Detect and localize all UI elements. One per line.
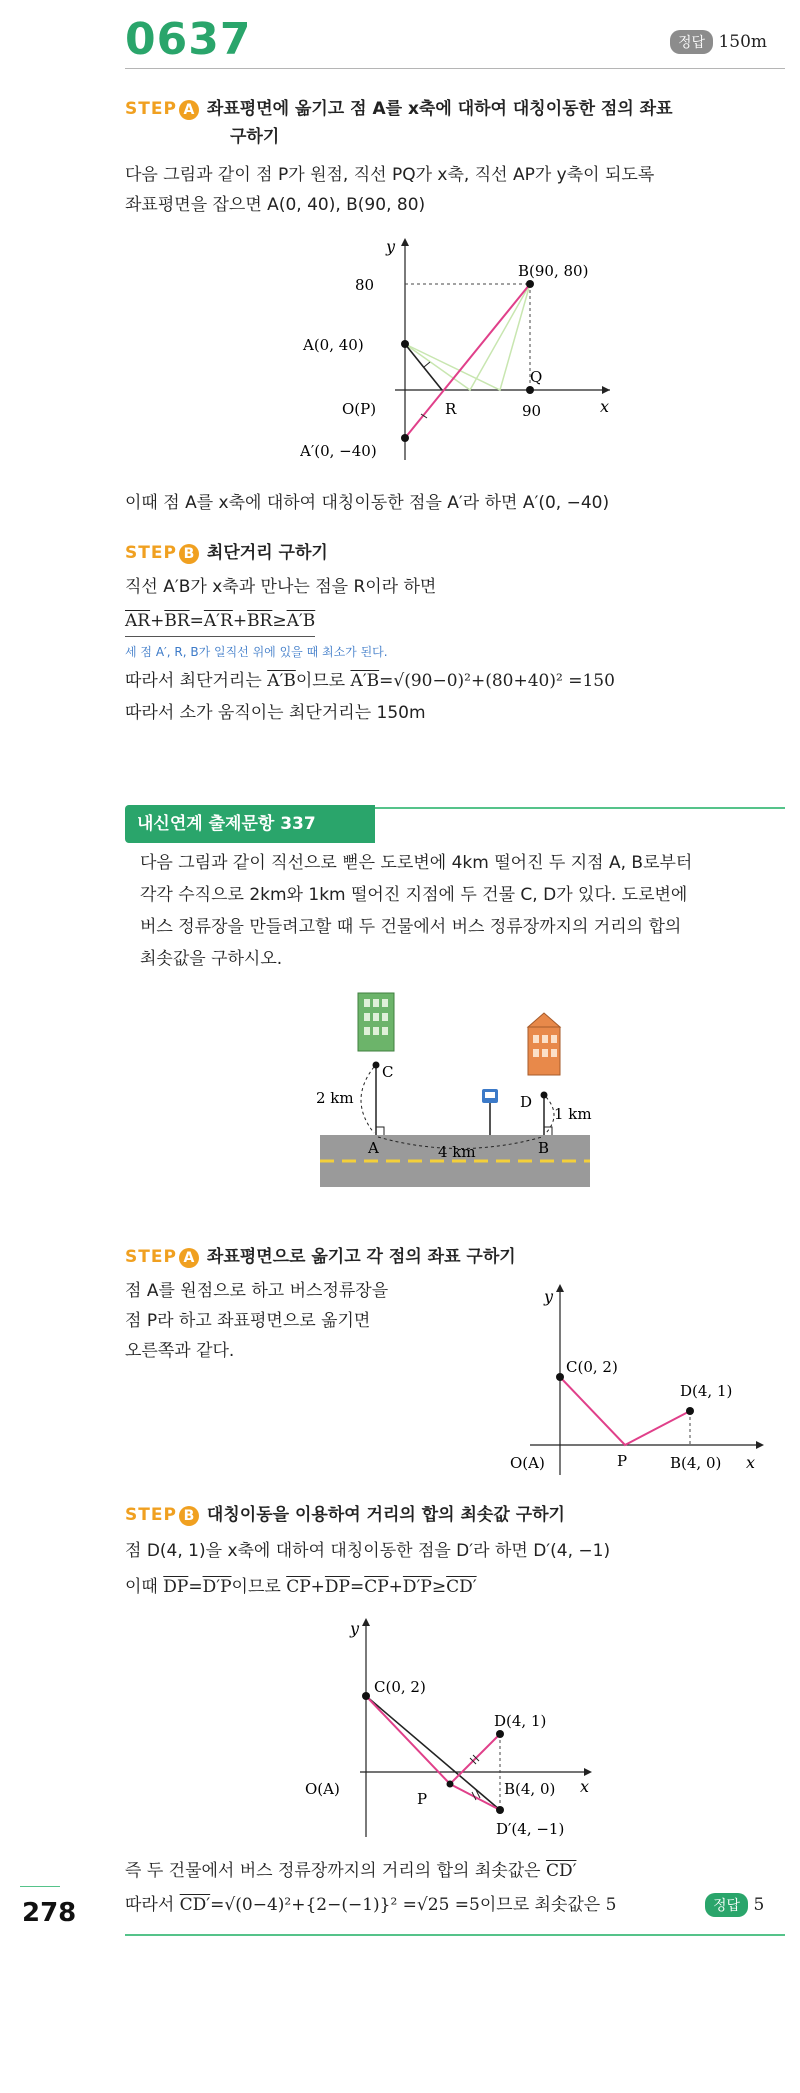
final-answer-box	[705, 1893, 764, 1917]
step-title: 최단거리 구하기	[206, 543, 328, 563]
label-o: O(A)	[305, 1780, 340, 1798]
step-b2-line1: 점 D(4, 1)을 x축에 대하여 대칭이동한 점을 D′라 하면 D′(4, −1)	[125, 1541, 611, 1561]
label-a-prime: A′(0, −40)	[300, 442, 377, 460]
segment-br-label: $\overline{BR}$	[164, 611, 190, 631]
label-b: B(4, 0)	[504, 1780, 556, 1798]
footer-divider	[125, 1934, 785, 1936]
x-label: x	[600, 397, 610, 416]
step-a2-text-1: 점 A를 원점으로 하고 버스정류장을	[125, 1281, 389, 1301]
linked-divider	[375, 807, 785, 809]
text-fragment: 이므로	[231, 1577, 287, 1597]
y-label: y	[386, 237, 396, 256]
text-fragment: 이므로	[295, 671, 351, 691]
text-fragment: 따라서	[125, 1895, 180, 1915]
equals-sign: =	[188, 1577, 203, 1597]
bus-stop-icon	[482, 1089, 498, 1135]
segment-a-prime-r-label: A′R	[203, 611, 233, 631]
dist-2km: 2 km	[316, 1089, 354, 1107]
text-fragment: 즉 두 건물에서 버스 정류장까지의 거리의 합의 최솟값은	[125, 1861, 546, 1881]
segment-br-label: $\overline{BR}$	[247, 611, 273, 631]
step-title: 좌표평면에 옮기고 점 A를 x축에 대하여 대칭이동한 점의 좌표	[206, 99, 673, 119]
step-b1-heading	[125, 538, 328, 564]
segment-label: $\overline{CP}$	[286, 1577, 311, 1597]
segment-a-prime-b-label: A′B	[350, 671, 380, 691]
step-title: 좌표평면으로 옮기고 각 점의 좌표 구하기	[206, 1247, 516, 1267]
y-label: y	[350, 1619, 360, 1638]
segment-label: CD′	[446, 1577, 477, 1597]
step-b1-line3	[125, 666, 615, 696]
page-number-rule	[20, 1886, 60, 1887]
answer-value: 5	[753, 1895, 765, 1915]
step-a2-text-3: 오른쪽과 같다.	[125, 1341, 235, 1361]
label-r: R	[445, 400, 457, 418]
figure-shortest-path-1	[300, 232, 630, 472]
segment-a-prime-b-label: A′B	[267, 671, 296, 691]
step-b1-note: 세 점 A′, R, B가 일직선 위에 있을 때 최소가 된다.	[125, 645, 388, 659]
path-cpd	[560, 1377, 690, 1445]
step-letter: A	[179, 1248, 199, 1268]
step-b1-inequality	[125, 606, 315, 637]
label-d: D	[520, 1093, 533, 1111]
point-b-dot	[526, 280, 534, 288]
step-a1-text-1: 다음 그림과 같이 점 P가 원점, 직선 PQ가 x축, 직선 AP가 y축이 되도록	[125, 165, 655, 185]
plus-sign: +	[232, 611, 248, 631]
step-b1-line4: 따라서 소가 움직이는 최단거리는 150m	[125, 703, 426, 723]
distance-calc: =√(90−0)²+(80+40)² =150	[379, 671, 615, 691]
segment-label: CD′	[179, 1895, 211, 1915]
geq-sign: ≥	[431, 1577, 447, 1597]
figure-coordinate-plane-1	[500, 1280, 770, 1480]
step-a1-text-2: 좌표평면을 잡으면 A(0, 40), B(90, 80)	[125, 195, 426, 215]
step-b1-line1: 직선 A′B가 x축과 만나는 점을 R이라 하면	[125, 577, 437, 597]
dist-1km: 1 km	[554, 1105, 592, 1123]
segment-label: CD′	[545, 1861, 577, 1881]
geq-sign: ≥	[272, 611, 287, 631]
segment-label: $\overline{CP}$	[364, 1577, 389, 1597]
header-divider	[125, 68, 785, 69]
linked-text-3: 버스 정류장을 만들려고할 때 두 건물에서 버스 정류장까지의 거리의 합의	[140, 917, 682, 937]
segment-ar-label: $\overline{AR}$	[125, 611, 151, 631]
label-o: O(A)	[510, 1454, 545, 1472]
plus-sign: +	[150, 611, 165, 631]
label-b: B	[538, 1139, 550, 1157]
distance-calc: =√(0−4)²+{2−(−1)}² =√25 =5이므로 최솟값은 5	[210, 1895, 617, 1915]
label-op: O(P)	[342, 400, 377, 418]
label-b: B(90, 80)	[518, 262, 589, 280]
segment-label: D′P	[402, 1577, 432, 1597]
plus-sign: +	[388, 1577, 403, 1597]
y-label: y	[544, 1287, 554, 1306]
x-label: x	[746, 1453, 756, 1472]
label-p: P	[417, 1790, 428, 1808]
text-fragment: 이때	[125, 1577, 164, 1597]
building-c-icon	[358, 993, 394, 1051]
text-fragment: 따라서 최단거리는	[125, 671, 268, 691]
step-b2-heading	[125, 1500, 565, 1526]
answer-value: 150m	[718, 32, 768, 52]
step-letter: B	[179, 544, 199, 564]
step-a2-text-2: 점 P라 하고 좌표평면으로 옮기면	[125, 1311, 371, 1331]
label-c: C(0, 2)	[374, 1678, 426, 1696]
step-tag: STEP	[125, 1247, 177, 1267]
label-d: D(4, 1)	[494, 1712, 547, 1730]
label-c: C(0, 2)	[566, 1358, 618, 1376]
figure-coordinate-plane-2	[300, 1612, 620, 1842]
step-a2-heading	[125, 1242, 516, 1268]
conclusion-line1	[125, 1856, 576, 1886]
step-letter: A	[179, 100, 199, 120]
figure-road-buildings	[310, 985, 610, 1195]
point-a-dot	[401, 340, 409, 348]
step-tag: STEP	[125, 99, 177, 119]
after-figure1-text: 이때 점 A를 x축에 대하여 대칭이동한 점을 A′라 하면 A′(0, −40)	[125, 493, 610, 513]
equals-sign: =	[189, 611, 204, 631]
linked-text-1: 다음 그림과 같이 직선으로 뻗은 도로변에 4km 떨어진 두 지점 A, B로부터	[140, 853, 693, 873]
label-q: Q	[530, 368, 543, 386]
point-q-dot	[526, 386, 534, 394]
step-tag: STEP	[125, 1505, 177, 1525]
step-a1-heading	[125, 94, 673, 120]
point-a-prime-dot	[401, 434, 409, 442]
plus-sign: +	[310, 1577, 325, 1597]
label-d-prime: D′(4, −1)	[496, 1820, 565, 1838]
step-b2-line2	[125, 1572, 477, 1602]
step-tag: STEP	[125, 543, 177, 563]
segment-label: D′P	[202, 1577, 232, 1597]
step-letter: B	[179, 1506, 199, 1526]
label-c: C	[382, 1063, 394, 1081]
segment-a-prime-b-label: A′B	[286, 611, 316, 631]
val-90: 90	[522, 402, 542, 420]
conclusion-line2	[125, 1890, 616, 1920]
step-a1-title-cont: 구하기	[230, 127, 280, 147]
label-b: B(4, 0)	[670, 1454, 722, 1472]
answer-badge: 정답	[670, 30, 713, 54]
linked-text-2: 각각 수직으로 2km와 1km 떨어진 지점에 두 건물 C, D가 있다. 도로변에	[140, 885, 688, 905]
label-a: A(0, 40)	[303, 336, 364, 354]
val-80: 80	[355, 276, 375, 294]
problem-number: 0637	[125, 14, 252, 65]
label-a: A	[368, 1139, 379, 1157]
label-p: P	[617, 1452, 628, 1470]
segment-label: $\overline{DP}$	[163, 1577, 189, 1597]
step-title: 대칭이동을 이용하여 거리의 합의 최솟값 구하기	[206, 1505, 565, 1525]
equals-sign: =	[349, 1577, 365, 1597]
page-number: 278	[22, 1898, 77, 1928]
segment-a-prime-b	[405, 284, 530, 438]
linked-problem-label: 내신연계 출제문항 337	[125, 805, 375, 843]
segment-label: $\overline{DP}$	[324, 1577, 350, 1597]
answer-box	[670, 30, 767, 54]
building-d-icon	[528, 1013, 560, 1075]
answer-badge: 정답	[705, 1893, 748, 1917]
linked-text-4: 최솟값을 구하시오.	[140, 949, 283, 969]
path-cpd	[366, 1696, 500, 1784]
x-label: x	[580, 1777, 590, 1796]
label-d: D(4, 1)	[680, 1382, 733, 1400]
dist-4km: 4 km	[438, 1143, 476, 1161]
